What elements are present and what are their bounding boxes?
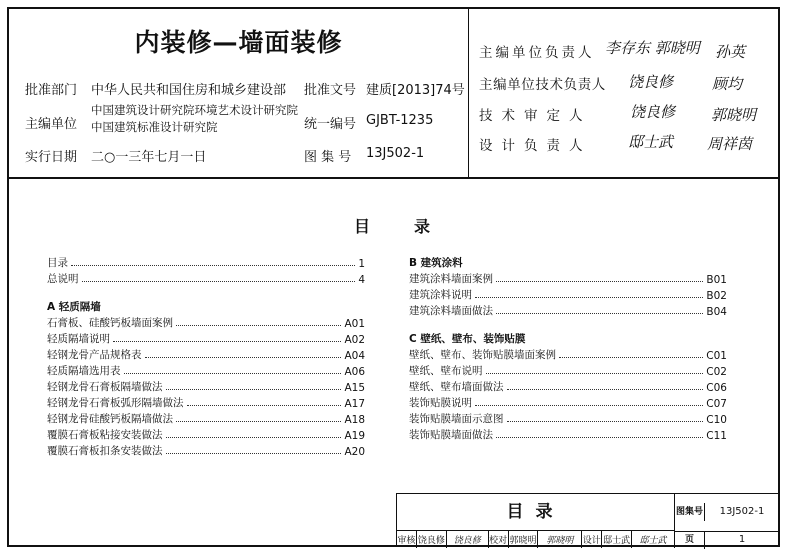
toc-entry[interactable]	[47, 362, 365, 378]
toc-entry-name: 轻钢龙骨石膏板弧形隔墙做法	[47, 397, 184, 409]
toc-section-heading: B 建筑涂料	[409, 257, 463, 269]
toc-entry-name: 轻质隔墙说明	[47, 333, 110, 345]
toc-leader-dots	[113, 341, 341, 342]
drawing-frame	[7, 7, 780, 547]
toc-title: 目录	[354, 217, 475, 236]
toc-entry-page: B04	[706, 306, 727, 318]
signature: 顾均	[712, 75, 743, 93]
toc-entry-name: 目录	[47, 257, 68, 269]
toc-gap	[47, 286, 365, 298]
toc-entry[interactable]	[409, 394, 727, 410]
toc-leader-dots	[82, 281, 356, 282]
toc-entry-name: 轻钢龙骨产品规格表	[47, 349, 142, 361]
design-label: 设计	[582, 531, 602, 548]
toc-entry-page: C02	[706, 366, 727, 378]
toc-right-column	[409, 254, 727, 442]
toc-entry-name: 装饰贴膜说明	[409, 397, 472, 409]
toc-entry-name: 壁纸、壁布墙面做法	[409, 381, 504, 393]
toc-leader-dots	[475, 297, 703, 298]
signature: 邸士武	[628, 133, 674, 151]
editor-unit-line1: 中国建筑设计研究院环境艺术设计研究院	[91, 103, 298, 117]
role-chief-unit: 主编单位负责人	[479, 45, 595, 61]
toc-leader-dots	[496, 437, 703, 438]
toc-leader-dots	[166, 437, 342, 438]
toc-entry[interactable]	[47, 270, 365, 286]
toc-entry-name: 覆膜石膏板粘接安装做法	[47, 429, 163, 441]
toc-entry-page: A15	[344, 382, 365, 394]
role-tech-chief: 主编单位技术负责人	[479, 77, 606, 93]
toc-entry[interactable]	[409, 286, 727, 302]
toc-entry[interactable]	[409, 270, 727, 286]
toc-section-heading: C 壁纸、壁布、装饰贴膜	[409, 333, 526, 345]
toc-leader-dots	[124, 373, 342, 374]
page-title: 内装修—墙面装修	[134, 28, 343, 57]
toc-entry-name: 建筑涂料墙面做法	[409, 305, 493, 317]
title-block-title: 目录	[397, 494, 675, 531]
toc-entry-page: A18	[344, 414, 365, 426]
toc-entry-name: 轻钢龙骨硅酸钙板隔墙做法	[47, 413, 173, 425]
check-label: 校对	[489, 531, 509, 548]
header-divider	[468, 9, 469, 177]
toc-entry-name: 建筑涂料墙面案例	[409, 273, 493, 285]
unified-no: GJBT-1235	[366, 113, 434, 128]
editor-unit-label: 主编单位	[25, 117, 78, 132]
toc-leader-dots	[496, 313, 703, 314]
toc-entry[interactable]	[47, 442, 365, 458]
toc-entry-name: 壁纸、壁布、装饰贴膜墙面案例	[409, 349, 556, 361]
review-name: 饶良修	[417, 531, 447, 548]
toc-left-column	[47, 254, 365, 458]
toc-leader-dots	[486, 373, 704, 374]
signature: 郭晓明	[711, 106, 757, 124]
toc-leader-dots	[559, 357, 703, 358]
toc-entry[interactable]	[47, 426, 365, 442]
toc-leader-dots	[475, 405, 703, 406]
toc-entry[interactable]	[409, 410, 727, 426]
editor-unit-line2: 中国建筑标准设计研究院	[91, 120, 218, 134]
signature: 邸士武	[639, 536, 667, 546]
toc-entry-page: C01	[706, 350, 727, 362]
toc-entry-name: 壁纸、壁布说明	[409, 365, 483, 377]
toc-entry-page: A02	[344, 334, 365, 346]
toc-entry-page: A20	[344, 446, 365, 458]
toc-entry-page: C11	[706, 430, 727, 442]
signature: 饶良修	[630, 103, 676, 121]
approval-dept-label: 批准部门	[25, 83, 78, 98]
toc-entry-page: B02	[706, 290, 727, 302]
toc-entry[interactable]	[47, 254, 365, 270]
toc-entry[interactable]	[409, 362, 727, 378]
toc-entry[interactable]	[47, 314, 365, 330]
toc-entry[interactable]	[409, 346, 727, 362]
toc-entry-name: 建筑涂料说明	[409, 289, 472, 301]
atlas-label: 图集号	[675, 503, 705, 521]
toc-leader-dots	[176, 325, 341, 326]
toc-leader-dots	[71, 265, 355, 266]
toc-entry[interactable]	[47, 330, 365, 346]
signature: 饶良修	[628, 73, 674, 91]
toc-leader-dots	[166, 453, 342, 454]
toc-entry-name: 装饰贴膜墙面示意图	[409, 413, 504, 425]
toc-entry[interactable]	[409, 378, 727, 394]
toc-leader-dots	[507, 421, 704, 422]
approval-doc: 建质[2013]74号	[366, 83, 465, 98]
toc-entry-page: A06	[344, 366, 365, 378]
toc-entry-page: 1	[358, 258, 365, 270]
approval-doc-label: 批准文号	[304, 83, 357, 98]
toc-entry-page: A17	[344, 398, 365, 410]
role-design-lead: 设计负责人	[479, 138, 592, 154]
signature: 李存东 郭晓明	[605, 39, 700, 57]
atlas-no: 13J502-1	[366, 146, 425, 161]
signature: 饶良修	[447, 531, 489, 548]
toc-leader-dots	[145, 357, 342, 358]
role-tech-reviewer: 技术审定人	[479, 108, 592, 124]
toc-entry-page: A19	[344, 430, 365, 442]
effective-date-label: 实行日期	[25, 150, 78, 165]
toc-gap	[409, 318, 727, 330]
toc-entry-page: A01	[344, 318, 365, 330]
toc-entry-name: 石膏板、硅酸钙板墙面案例	[47, 317, 173, 329]
toc-entry-page: B01	[706, 274, 727, 286]
atlas-no-value: 13J502-1	[719, 506, 765, 517]
toc-entry[interactable]	[409, 302, 727, 318]
toc-entry[interactable]	[47, 346, 365, 362]
signature: 郭晓明	[538, 531, 582, 548]
toc-entry[interactable]	[409, 426, 727, 442]
toc-entry[interactable]	[47, 394, 365, 410]
toc-entry-page: 4	[358, 274, 365, 286]
unified-no-label: 统一编号	[304, 117, 357, 132]
atlas-no-label: 图 集 号	[304, 150, 352, 165]
toc-entry-page: C07	[706, 398, 727, 410]
signature: 孙英	[715, 43, 746, 61]
page-label: 页	[675, 531, 705, 549]
toc-entry-page: A04	[344, 350, 365, 362]
toc-leader-dots	[507, 389, 704, 390]
toc-leader-dots	[176, 421, 341, 422]
signoff-row	[397, 531, 675, 548]
effective-date: 二○一三年七月一日	[91, 150, 207, 165]
toc-entry-name: 覆膜石膏板扣条安装做法	[47, 445, 163, 457]
approval-dept: 中华人民共和国住房和城乡建设部	[91, 83, 287, 98]
header-block	[9, 9, 778, 179]
toc-entry[interactable]	[47, 410, 365, 426]
toc-leader-dots	[166, 389, 342, 390]
toc-leader-dots	[187, 405, 342, 406]
toc-entry-name: 轻钢龙骨石膏板隔墙做法	[47, 381, 163, 393]
title-block	[396, 493, 778, 547]
toc-section-heading: A 轻质隔墙	[47, 301, 101, 313]
page-number: 1	[738, 534, 746, 545]
toc-entry-name: 总说明	[47, 273, 79, 285]
toc-entry-name: 装饰贴膜墙面做法	[409, 429, 493, 441]
toc-entry-page: C10	[706, 414, 727, 426]
check-name: 郭晓明	[509, 531, 539, 548]
toc-leader-dots	[496, 281, 703, 282]
toc-entry[interactable]	[47, 378, 365, 394]
review-label: 审核	[397, 531, 417, 548]
design-name: 邸士武	[602, 531, 632, 548]
toc-entry-name: 轻质隔墙选用表	[47, 365, 121, 377]
toc-entry-page: C06	[706, 382, 727, 394]
signature: 周祥茵	[707, 135, 753, 153]
